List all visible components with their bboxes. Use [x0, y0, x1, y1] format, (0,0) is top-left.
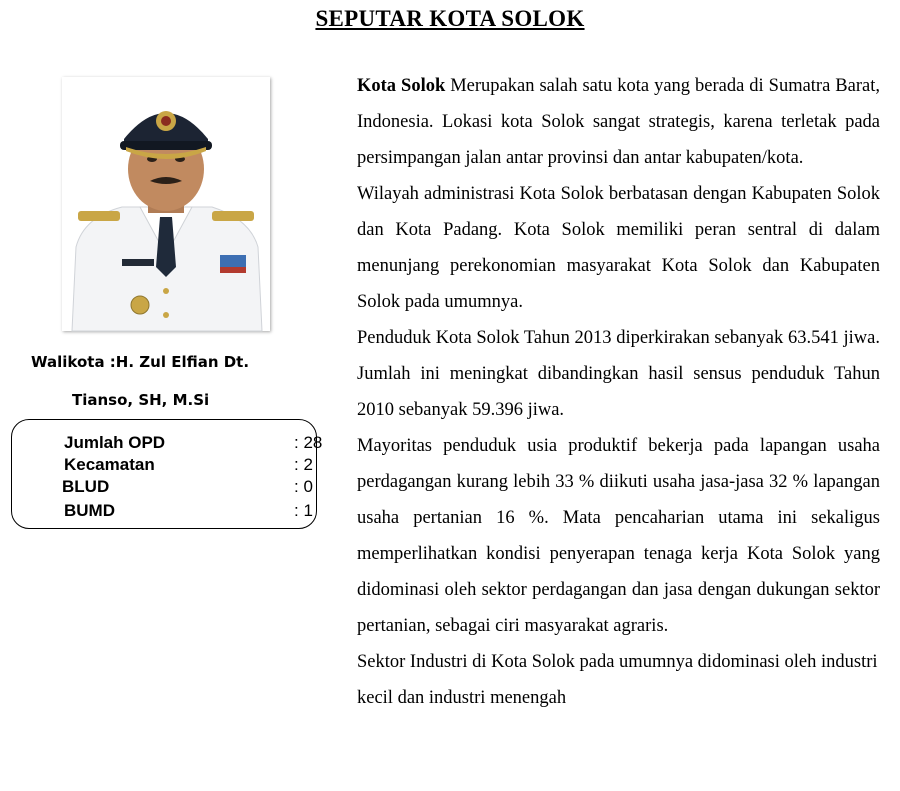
- article-paragraph-5: Sektor Industri di Kota Solok pada umumnya didominasi oleh industri kecil dan industri menengah: [357, 652, 878, 708]
- mayor-portrait: [62, 77, 270, 331]
- mayor-portrait-illustration: [62, 77, 270, 331]
- stat-label: Kecamatan: [64, 455, 155, 474]
- stats-box: [11, 419, 323, 529]
- stat-label: BUMD: [64, 501, 115, 520]
- stat-label: Jumlah OPD: [64, 433, 166, 452]
- stat-row-kecamatan: [64, 455, 313, 475]
- stat-value: : 0: [294, 477, 313, 496]
- article-body: [357, 68, 880, 716]
- stat-value: : 1: [294, 501, 313, 520]
- article-lead: Kota Solok: [357, 76, 446, 96]
- article-paragraph-1-text: Merupakan salah satu kota yang berada di Sumatra Barat, Indonesia. Lokasi kota Solok sangat strategis, karena terletak pada persimpangan jalan antar provinsi dan antar kabupaten/kota.: [357, 76, 880, 168]
- stat-value: : 28: [294, 433, 323, 452]
- page-title: SEPUTAR KOTA SOLOK: [315, 6, 585, 31]
- article-paragraph-3: Penduduk Kota Solok Tahun 2013 diperkirakan sebanyak 63.541 jiwa. Jumlah ini meningkat dibandingkan hasil sensus penduduk Tahun 2010 sebanyak 59.396 jiwa.: [357, 328, 880, 420]
- stat-row-opd: [64, 433, 323, 453]
- stat-row-blud: [62, 477, 313, 497]
- mayor-caption-line2: Tianso, SH, M.Si: [72, 391, 210, 409]
- stat-row-bumd: [64, 501, 313, 521]
- article-paragraph-2: Wilayah administrasi Kota Solok berbatasan dengan Kabupaten Solok dan Kota Padang. Kota Solok memiliki peran sentral di dalam menunjang perekonomian masyarakat Kota Solok dan Kabupaten Solok pada umumnya.: [357, 184, 880, 312]
- mayor-caption-line1: Walikota :H. Zul Elfian Dt.: [31, 353, 250, 371]
- article-paragraph-1: [357, 68, 880, 176]
- article-paragraph-4: Mayoritas penduduk usia produktif bekerja pada lapangan usaha perdagangan kurang lebih 33 % diikuti usaha jasa-jasa 32 % lapangan usaha pertanian 16 %. Mata pencaharian utama ini sekaligus memperlihatkan kondisi penyerapan tenaga kerja Kota Solok yang didominasi oleh sektor perdagangan dan jasa dengan dukungan sektor pertanian, sebagai ciri masyarakat agraris.: [357, 436, 880, 636]
- stat-value: : 2: [294, 455, 313, 474]
- stat-label: BLUD: [62, 477, 110, 496]
